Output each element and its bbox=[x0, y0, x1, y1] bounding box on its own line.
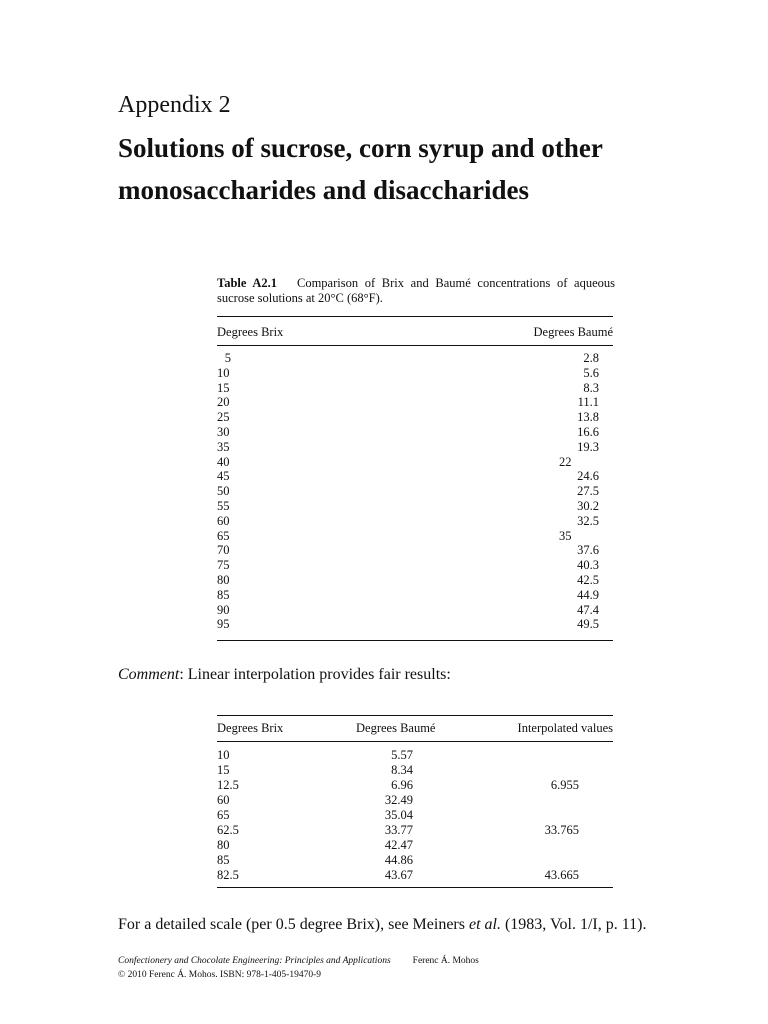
table1-cell-brix: 65 bbox=[217, 528, 230, 543]
table1-label: Table A2.1 bbox=[217, 276, 278, 290]
table1-body bbox=[217, 351, 613, 632]
table1-cell-baume: 8.3 bbox=[583, 380, 599, 395]
table1-row bbox=[217, 484, 613, 499]
table2-cell-baume: 35.04 bbox=[384, 808, 413, 822]
appendix-label: Appendix 2 bbox=[118, 92, 231, 118]
table2-row bbox=[217, 748, 613, 763]
table1-cell-baume: 2.8 bbox=[583, 351, 599, 365]
table1-cell-baume: 13.8 bbox=[577, 410, 599, 425]
table1-top-rule bbox=[217, 316, 613, 317]
table2-top-rule bbox=[217, 715, 613, 716]
table1-row bbox=[217, 351, 613, 366]
table2-row bbox=[217, 838, 613, 853]
table1-bottom-rule bbox=[217, 640, 613, 641]
table2-header-rule bbox=[217, 741, 613, 742]
table2-cell-brix: 60 bbox=[217, 793, 230, 807]
table2-row bbox=[217, 778, 613, 793]
table2-cell-brix: 82.5 bbox=[217, 868, 239, 882]
table1-cell-brix: 15 bbox=[217, 380, 230, 395]
table2-row bbox=[217, 808, 613, 823]
table2-row bbox=[217, 868, 613, 883]
table1-row bbox=[217, 381, 613, 396]
table2-cell-baume: 42.47 bbox=[384, 838, 413, 852]
table2-header-baume: Degrees Baumé bbox=[356, 721, 436, 735]
table2-row bbox=[217, 793, 613, 808]
table2-row bbox=[217, 853, 613, 868]
table2-header-brix: Degrees Brix bbox=[217, 721, 284, 735]
table1-cell-baume: 16.6 bbox=[577, 424, 599, 439]
table1-cell-brix: 35 bbox=[217, 439, 230, 454]
table1-row bbox=[217, 455, 613, 470]
table1-cell-baume: 37.6 bbox=[577, 543, 599, 558]
table1-row bbox=[217, 543, 613, 558]
footer-author: Ferenc Á. Mohos bbox=[412, 956, 479, 966]
footnote bbox=[118, 916, 646, 934]
table2-cell-brix: 85 bbox=[217, 853, 230, 867]
table1-cell-brix: 25 bbox=[217, 410, 230, 425]
footer-copyright: © 2010 Ferenc Á. Mohos. ISBN: 978-1-405-19470-9 bbox=[118, 970, 322, 980]
comment-text: : Linear interpolation provides fair results: bbox=[179, 666, 451, 683]
page-title bbox=[118, 127, 718, 211]
table2-body bbox=[217, 748, 613, 883]
table1-cell-baume: 30.2 bbox=[577, 498, 599, 513]
table1-cell-baume: 5.6 bbox=[583, 365, 599, 380]
table2-cell-brix: 12.5 bbox=[217, 778, 239, 792]
table1-cell-brix: 90 bbox=[217, 602, 230, 617]
table1-cell-baume: 11.1 bbox=[577, 395, 599, 410]
footer-book-title: Confectionery and Chocolate Engineering: Principles and Applications bbox=[118, 956, 391, 966]
table1-cell-baume: 22 bbox=[559, 454, 572, 469]
table2-cell-interp: 33.765 bbox=[544, 823, 579, 837]
table2-cell-baume: 6.96 bbox=[391, 778, 413, 792]
table1-row bbox=[217, 617, 613, 632]
table2-cell-brix: 10 bbox=[217, 748, 230, 762]
table1-cell-baume: 40.3 bbox=[577, 558, 599, 573]
table2-cell-brix: 62.5 bbox=[217, 823, 239, 837]
table1-cell-baume: 44.9 bbox=[577, 587, 599, 602]
table2-cell-baume: 5.57 bbox=[391, 748, 413, 762]
table1-cell-brix: 60 bbox=[217, 513, 230, 528]
table2-cell-baume: 32.49 bbox=[384, 793, 413, 807]
table1-cell-brix: 40 bbox=[217, 454, 230, 469]
title-line-2: monosaccharides and disaccharides bbox=[118, 175, 530, 205]
table1-row bbox=[217, 529, 613, 544]
table2-cell-interp: 43.665 bbox=[544, 868, 579, 882]
table1-cell-baume: 47.4 bbox=[577, 602, 599, 617]
table1-caption bbox=[217, 276, 615, 306]
table2-cell-baume: 33.77 bbox=[384, 823, 413, 837]
table1-row bbox=[217, 588, 613, 603]
table1-header-brix: Degrees Brix bbox=[217, 325, 284, 339]
table1-row bbox=[217, 366, 613, 381]
table1-cell-brix: 30 bbox=[217, 424, 230, 439]
table1-cell-brix: 55 bbox=[217, 498, 230, 513]
table1-cell-brix: 75 bbox=[217, 558, 230, 573]
table1-cell-brix: 70 bbox=[217, 543, 230, 558]
table1-header-baume: Degrees Baumé bbox=[533, 325, 613, 339]
title-line-1: Solutions of sucrose, corn syrup and other bbox=[118, 133, 603, 163]
table1-cell-brix: 85 bbox=[217, 587, 230, 602]
comment bbox=[118, 666, 451, 684]
table1-cell-brix: 80 bbox=[217, 572, 230, 587]
table1-row bbox=[217, 573, 613, 588]
table1-row bbox=[217, 558, 613, 573]
table1-row bbox=[217, 410, 613, 425]
footnote-text-after: (1983, Vol. 1/I, p. 11). bbox=[500, 916, 647, 933]
table1-cell-baume: 27.5 bbox=[577, 484, 599, 499]
table2-header-interp: Interpolated values bbox=[517, 721, 613, 735]
table1-header-rule bbox=[217, 345, 613, 346]
comment-label: Comment bbox=[118, 666, 180, 683]
table1-caption-text: Comparison of Brix and Baumé concentrations of aqueous sucrose solutions at 20°C (68°F). bbox=[217, 276, 615, 305]
table1-cell-brix: 95 bbox=[217, 617, 230, 632]
table1-row bbox=[217, 514, 613, 529]
table1-cell-baume: 19.3 bbox=[577, 439, 599, 454]
table1-row bbox=[217, 469, 613, 484]
table2-row bbox=[217, 823, 613, 838]
table2-cell-brix: 80 bbox=[217, 838, 230, 852]
table1-row bbox=[217, 499, 613, 514]
table2-cell-baume: 44.86 bbox=[384, 853, 413, 867]
table1-row bbox=[217, 395, 613, 410]
page-footer bbox=[118, 954, 479, 982]
table1-row bbox=[217, 425, 613, 440]
table1-cell-brix: 45 bbox=[217, 469, 230, 484]
table1-cell-brix: 20 bbox=[217, 395, 230, 410]
table1-cell-brix: 10 bbox=[217, 365, 230, 380]
table2-row bbox=[217, 763, 613, 778]
table1-cell-baume: 24.6 bbox=[577, 469, 599, 484]
table1-row bbox=[217, 603, 613, 618]
footnote-etal: et al. bbox=[468, 916, 501, 933]
table2-cell-baume: 8.34 bbox=[391, 763, 413, 777]
table2-cell-brix: 15 bbox=[217, 763, 230, 777]
footer-line-1 bbox=[118, 954, 479, 968]
table2-cell-interp: 6.955 bbox=[550, 778, 579, 792]
table2-cell-baume: 43.67 bbox=[384, 868, 413, 882]
footnote-text-before: For a detailed scale (per 0.5 degree Brix), see Meiners bbox=[118, 916, 469, 933]
table1-cell-brix: 50 bbox=[217, 484, 230, 499]
table1-row bbox=[217, 440, 613, 455]
table2-cell-brix: 65 bbox=[217, 808, 230, 822]
table1-cell-baume: 32.5 bbox=[577, 513, 599, 528]
table1-cell-brix: 5 bbox=[224, 351, 231, 365]
table1-cell-baume: 49.5 bbox=[577, 617, 599, 632]
table1-cell-baume: 42.5 bbox=[577, 572, 599, 587]
table2-bottom-rule bbox=[217, 887, 613, 888]
table1-cell-baume: 35 bbox=[559, 528, 572, 543]
